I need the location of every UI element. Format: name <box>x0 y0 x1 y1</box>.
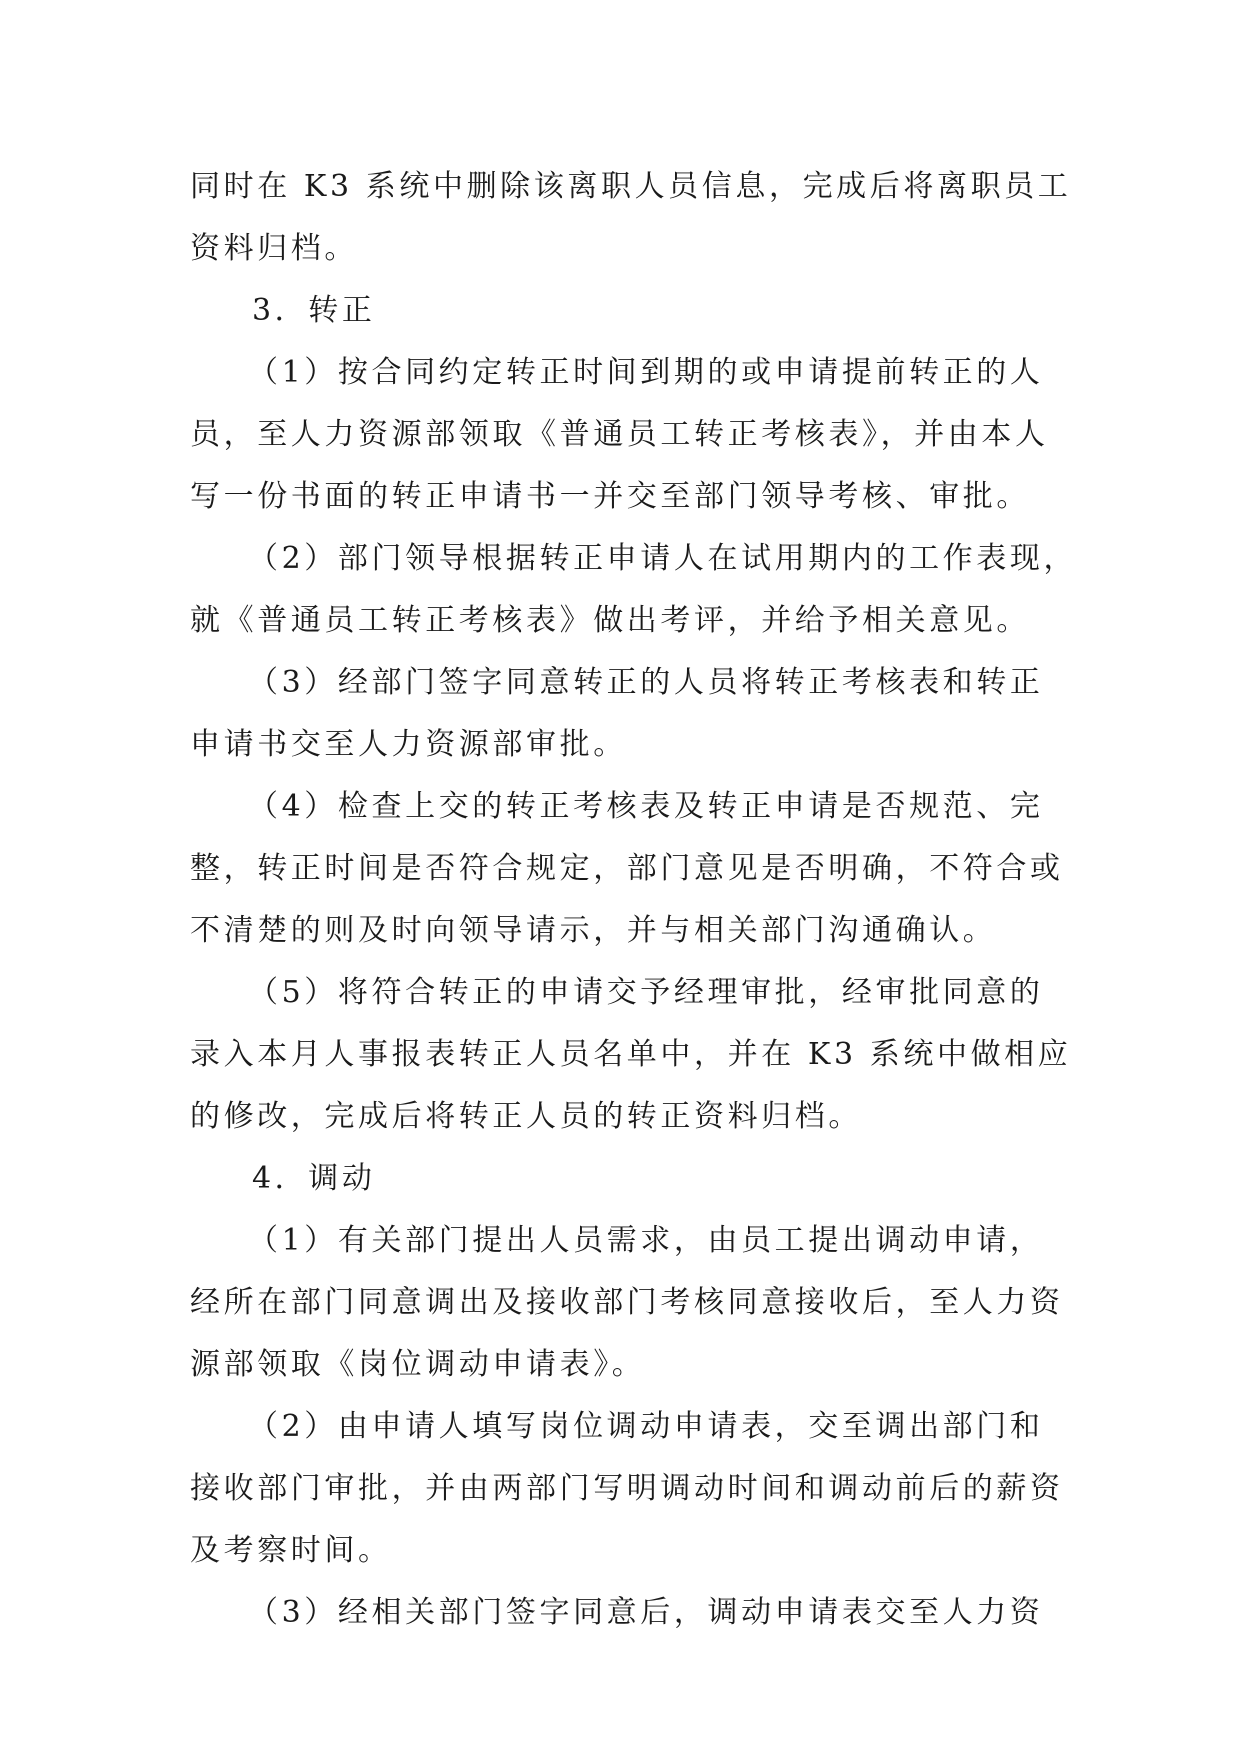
body-text-line: 源部领取《岗位调动申请表》。 <box>190 1347 646 1382</box>
body-text-line: 员，至人力资源部领取《普通员工转正考核表》，并由本人 <box>190 417 1049 452</box>
list-item-start: （5）将符合转正的申请交予经理审批，经审批同意的 <box>248 975 1044 1010</box>
body-text-line: 录入本月人事报表转正人员名单中，并在 K3 系统中做相应 <box>190 1037 1072 1072</box>
body-text-line: 就《普通员工转正考核表》做出考评，并给予相关意见。 <box>190 603 1030 638</box>
body-text-line: 经所在部门同意调出及接收部门考核同意接收后，至人力资 <box>190 1285 1064 1320</box>
list-item-start: （1）按合同约定转正时间到期的或申请提前转正的人 <box>248 355 1044 390</box>
body-text-line: 写一份书面的转正申请书一并交至部门领导考核、审批。 <box>190 479 1030 514</box>
list-item-start: （4）检查上交的转正考核表及转正申请是否规范、完 <box>248 789 1044 824</box>
list-item-start: （2）部门领导根据转正申请人在试用期内的工作表现， <box>248 541 1078 576</box>
body-text-line: 的修改，完成后将转正人员的转正资料归档。 <box>190 1099 862 1134</box>
body-text-line: 申请书交至人力资源部审批。 <box>190 727 627 762</box>
document-body <box>190 156 1078 1644</box>
section-heading-transfer: 4．调动 <box>252 1161 376 1196</box>
body-text-line: 同时在 K3 系统中删除该离职人员信息，完成后将离职员工 <box>190 169 1072 204</box>
body-text-line: 不清楚的则及时向领导请示，并与相关部门沟通确认。 <box>190 913 997 948</box>
body-text-line: 接收部门审批，并由两部门写明调动时间和调动前后的薪资 <box>190 1471 1064 1506</box>
body-text-line: 整，转正时间是否符合规定，部门意见是否明确，不符合或 <box>190 851 1064 886</box>
body-text-line: 资料归档。 <box>190 231 358 266</box>
list-item-start: （1）有关部门提出人员需求，由员工提出调动申请， <box>248 1223 1044 1258</box>
body-text-line: 及考察时间。 <box>190 1533 392 1568</box>
list-item-start: （3）经相关部门签字同意后，调动申请表交至人力资 <box>248 1595 1044 1630</box>
section-heading-conversion: 3．转正 <box>252 293 376 328</box>
list-item-start: （3）经部门签字同意转正的人员将转正考核表和转正 <box>248 665 1044 700</box>
list-item-start: （2）由申请人填写岗位调动申请表，交至调出部门和 <box>248 1409 1044 1444</box>
